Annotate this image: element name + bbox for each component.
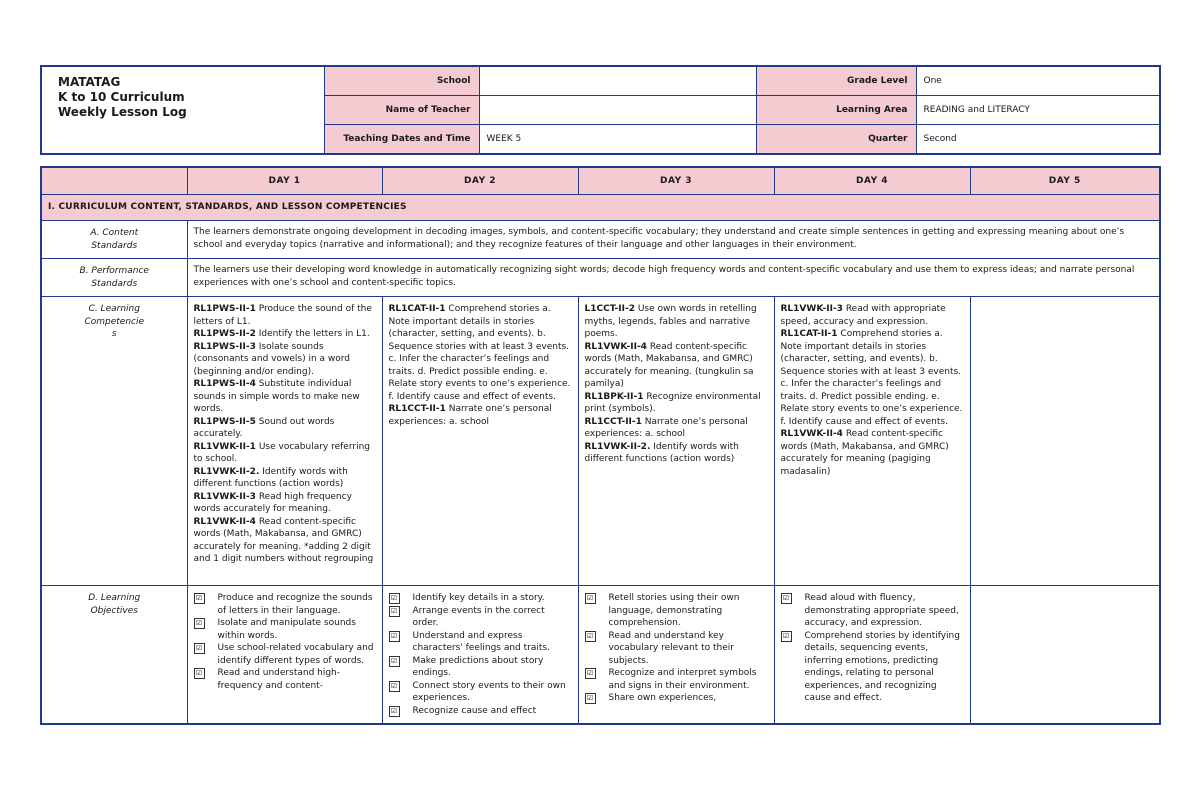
row-label-line: C. Learning	[88, 304, 140, 314]
competency-code: L1CCT-II-2	[584, 304, 635, 314]
competency-item	[781, 428, 964, 478]
checkbox-icon: ☑	[781, 593, 792, 604]
competency-item	[194, 328, 376, 341]
competency-text: Use own words in retelling myths, legends, fables and narrative poems.	[584, 304, 757, 339]
row-label-line: B. Performance	[79, 266, 149, 276]
competency-item	[585, 416, 768, 441]
objective-text: Recognize and interpret symbols and signs in their environment.	[608, 668, 757, 691]
corner-cell	[41, 167, 187, 195]
competency-code: RL1PWS-II-5	[193, 416, 256, 427]
objective-text: Isolate and manipulate sounds within words.	[217, 618, 356, 641]
objective-item	[389, 705, 572, 718]
checkbox-icon: ☑	[194, 643, 205, 654]
objective-text: Identify key details in a story.	[412, 593, 545, 603]
objective-item	[389, 680, 572, 705]
teacher-label: Name of Teacher	[324, 96, 479, 125]
competency-text: Identify words with different functions (action words)	[193, 466, 348, 489]
objective-text: Understand and express characters' feelings and traits.	[412, 630, 550, 653]
day-header: DAY 3	[578, 167, 774, 195]
row-label-line: D. Learning	[88, 593, 141, 603]
checkbox-icon: ☑	[585, 693, 596, 704]
checkbox-icon: ☑	[585, 593, 596, 604]
competency-text: Read content-specific words (Math, Makabansa, and GMRC) accurately for meaning (pagiging madasalin)	[780, 429, 949, 477]
learning-area-label: Learning Area	[756, 96, 916, 125]
objectives-day-1	[187, 586, 382, 724]
checkbox-icon: ☑	[585, 631, 596, 642]
objective-text: Comprehend stories by identifying details, sequencing events, inferring emotions, predicting endings, relating to personal experiences, and recognizing cause and effect.	[804, 630, 960, 703]
competencies-day-4	[774, 297, 970, 586]
section-title: I. CURRICULUM CONTENT, STANDARDS, AND LESSON COMPETENCIES	[41, 195, 1160, 221]
competency-text: Identify the letters in L1.	[255, 329, 370, 339]
checkbox-icon: ☑	[389, 606, 400, 617]
competency-code: RL1PWS-II-4	[193, 379, 256, 389]
objective-item	[389, 592, 572, 605]
objectives-day-4	[774, 586, 970, 724]
competency-code: RL1VWK-II-2.	[193, 466, 260, 477]
checkbox-icon: ☑	[194, 593, 205, 604]
competency-item	[781, 303, 964, 328]
competency-code: RL1BPK-II-1	[584, 391, 644, 402]
competency-code: RL1VWK-II-1	[193, 441, 256, 452]
row-label-line: Standards	[91, 240, 138, 251]
objective-item	[781, 630, 964, 705]
objective-item	[389, 655, 572, 680]
objective-item	[585, 630, 768, 668]
title-line: K to 10 Curriculum	[58, 90, 185, 104]
competency-item	[194, 516, 376, 566]
objective-text: Retell stories using their own language, demonstrating comprehension.	[608, 593, 740, 628]
teacher-field[interactable]	[479, 96, 756, 125]
day-header: DAY 2	[382, 167, 578, 195]
lesson-log-header	[40, 65, 1161, 155]
grade-level-label: Grade Level	[756, 66, 916, 96]
objective-item	[585, 667, 768, 692]
competency-item	[585, 441, 768, 466]
teaching-dates-label: Teaching Dates and Time	[324, 125, 479, 155]
school-label: School	[324, 66, 479, 96]
competency-text: Narrate one’s personal experiences: a. school	[388, 404, 552, 427]
lesson-log-table	[40, 166, 1161, 725]
competency-item	[389, 303, 572, 403]
performance-standards-text: The learners use their developing word knowledge in automatically recognizing sight words; decode high frequency words and content-specific vocabulary and use them to express ideas; and narrate personal experiences with one’s school and content-specific topics.	[187, 259, 1160, 297]
objectives-day-5	[970, 586, 1160, 724]
grade-level-field[interactable]: One	[916, 66, 1160, 96]
content-standards-text: The learners demonstrate ongoing development in decoding images, symbols, and content-specific vocabulary; they understand and create simple sentences in getting and expressing meaning about one’s school and everyday topics (narrative and informational); and they recognize features of their language and other languages in their environment.	[187, 221, 1160, 259]
competency-code: RL1VWK-II-2.	[584, 441, 651, 452]
objective-text: Share own experiences,	[608, 693, 717, 703]
competency-text: Sound out words accurately.	[193, 416, 335, 439]
checkbox-icon: ☑	[194, 668, 205, 679]
checkbox-icon: ☑	[585, 668, 596, 679]
competency-text: Use vocabulary referring to school.	[193, 441, 371, 464]
competency-code: RL1VWK-II-4	[780, 429, 843, 439]
objective-item	[585, 692, 768, 705]
objective-text: Produce and recognize the sounds of letters in their language.	[217, 593, 373, 616]
objective-item	[194, 592, 376, 617]
checkbox-icon: ☑	[389, 631, 400, 642]
objective-item	[194, 617, 376, 642]
checkbox-icon: ☑	[389, 706, 400, 717]
competency-item	[389, 403, 572, 428]
competency-text: Isolate sounds (consonants and vowels) in a word (beginning and/or ending).	[193, 341, 351, 377]
learning-objectives-label	[41, 586, 187, 724]
day-header: DAY 1	[187, 167, 382, 195]
competency-item	[781, 328, 964, 428]
competency-code: RL1CCT-II-1	[584, 416, 642, 427]
competency-text: Read with appropriate speed, accuracy and expression.	[780, 304, 946, 327]
competencies-day-5	[970, 297, 1160, 586]
checkbox-icon: ☑	[389, 681, 400, 692]
competency-item	[194, 378, 376, 416]
row-label-line: A. Content	[90, 228, 139, 238]
objective-item	[585, 592, 768, 630]
teaching-dates-field[interactable]: WEEK 5	[479, 125, 756, 155]
competency-code: RL1VWK-II-4	[584, 341, 647, 352]
checkbox-icon: ☑	[194, 618, 205, 629]
competency-item	[194, 303, 376, 328]
competency-text: Produce the sound of the letters of L1.	[193, 304, 372, 327]
competency-text: Narrate one’s personal experiences: a. school	[584, 416, 748, 439]
objective-item	[389, 605, 572, 630]
title-line: Weekly Lesson Log	[58, 105, 187, 119]
objective-item	[194, 667, 376, 692]
objectives-day-2	[382, 586, 578, 724]
objective-text: Arrange events in the correct order.	[412, 605, 545, 628]
competency-text: Substitute individual sounds in simple words to make new words.	[193, 379, 360, 414]
objective-text: Read and understand high-frequency and content-	[217, 668, 341, 691]
competency-code: RL1VWK-II-3	[780, 304, 843, 314]
objectives-day-3	[578, 586, 774, 724]
row-label-line: Competencie	[84, 316, 145, 327]
checkbox-icon: ☑	[389, 656, 400, 667]
competency-text: Recognize environmental print (symbols).	[584, 391, 761, 414]
competency-item	[585, 303, 768, 341]
competency-code: RL1VWK-II-4	[193, 516, 256, 527]
competencies-day-2	[382, 297, 578, 586]
competency-text: Read content-specific words (Math, Makabansa, and GMRC) accurately for meaning. (tungkulin sa pamilya)	[584, 341, 754, 389]
row-label-line: Standards	[91, 278, 138, 289]
quarter-field[interactable]: Second	[916, 125, 1160, 155]
competency-item	[585, 391, 768, 416]
competency-item	[194, 466, 376, 491]
checkbox-icon: ☑	[389, 593, 400, 604]
objective-text: Recognize cause and effect	[412, 705, 537, 716]
competency-item	[194, 491, 376, 516]
competency-text: Comprehend stories a. Note important details in stories (character, setting, and events). b. Sequence stories with at least 3 events. c. Infer the character’s feelings and traits. d. Predict possible ending. e. Relate story events to one’s experience. f. Identify cause and effect of events.	[388, 304, 571, 402]
competency-item	[585, 341, 768, 391]
competency-item	[194, 341, 376, 379]
objective-text: Make predictions about story endings.	[412, 655, 544, 678]
objective-text: Read aloud with fluency, demonstrating appropriate speed, accuracy, and expression.	[804, 593, 959, 628]
competencies-day-1	[187, 297, 382, 586]
competency-code: RL1VWK-II-3	[193, 491, 256, 502]
objective-text: Connect story events to their own experiences.	[412, 680, 566, 703]
day-header: DAY 4	[774, 167, 970, 195]
competency-code: RL1CAT-II-1	[780, 329, 838, 339]
learning-area-field[interactable]: READING and LITERACY	[916, 96, 1160, 125]
competency-code: RL1CCT-II-1	[388, 404, 446, 414]
competencies-day-3	[578, 297, 774, 586]
competency-text: Read content-specific words (Math, Makabansa, and GMRC) accurately for meaning. *adding 2 digit and 1 digit numbers without regrouping	[193, 516, 374, 564]
competency-item	[194, 441, 376, 466]
competency-text: Comprehend stories a. Note important details in stories (character, setting, and events). b. Sequence stories with at least 3 events. c. Infer the character’s feelings and traits. d. Predict possible ending. e. Relate story events to one’s experience. f. Identify cause and effect of events.	[780, 329, 963, 427]
objective-text: Use school-related vocabulary and identify different types of words.	[217, 643, 374, 666]
competency-code: RL1PWS-II-2	[193, 329, 256, 339]
learning-competencies-label	[41, 297, 187, 586]
checkbox-icon: ☑	[781, 631, 792, 642]
school-field[interactable]	[479, 66, 756, 96]
content-standards-label	[41, 221, 187, 259]
objective-text: Read and understand key vocabulary relevant to their subjects.	[608, 630, 734, 666]
competency-code: RL1PWS-II-1	[193, 304, 256, 314]
competency-item	[194, 416, 376, 441]
row-label-line: Objectives	[90, 605, 138, 616]
objective-item	[781, 592, 964, 630]
competency-text: Read high frequency words accurately for meaning.	[193, 491, 352, 514]
competency-text: Identify words with different functions (action words)	[584, 441, 739, 464]
title-line: MATATAG	[58, 75, 121, 89]
row-label-line: s	[111, 329, 117, 339]
document-title	[41, 66, 324, 154]
objective-item	[194, 642, 376, 667]
quarter-label: Quarter	[756, 125, 916, 155]
competency-code: RL1PWS-II-3	[193, 341, 256, 352]
performance-standards-label	[41, 259, 187, 297]
objective-item	[389, 630, 572, 655]
competency-code: RL1CAT-II-1	[388, 304, 446, 314]
day-header: DAY 5	[970, 167, 1160, 195]
